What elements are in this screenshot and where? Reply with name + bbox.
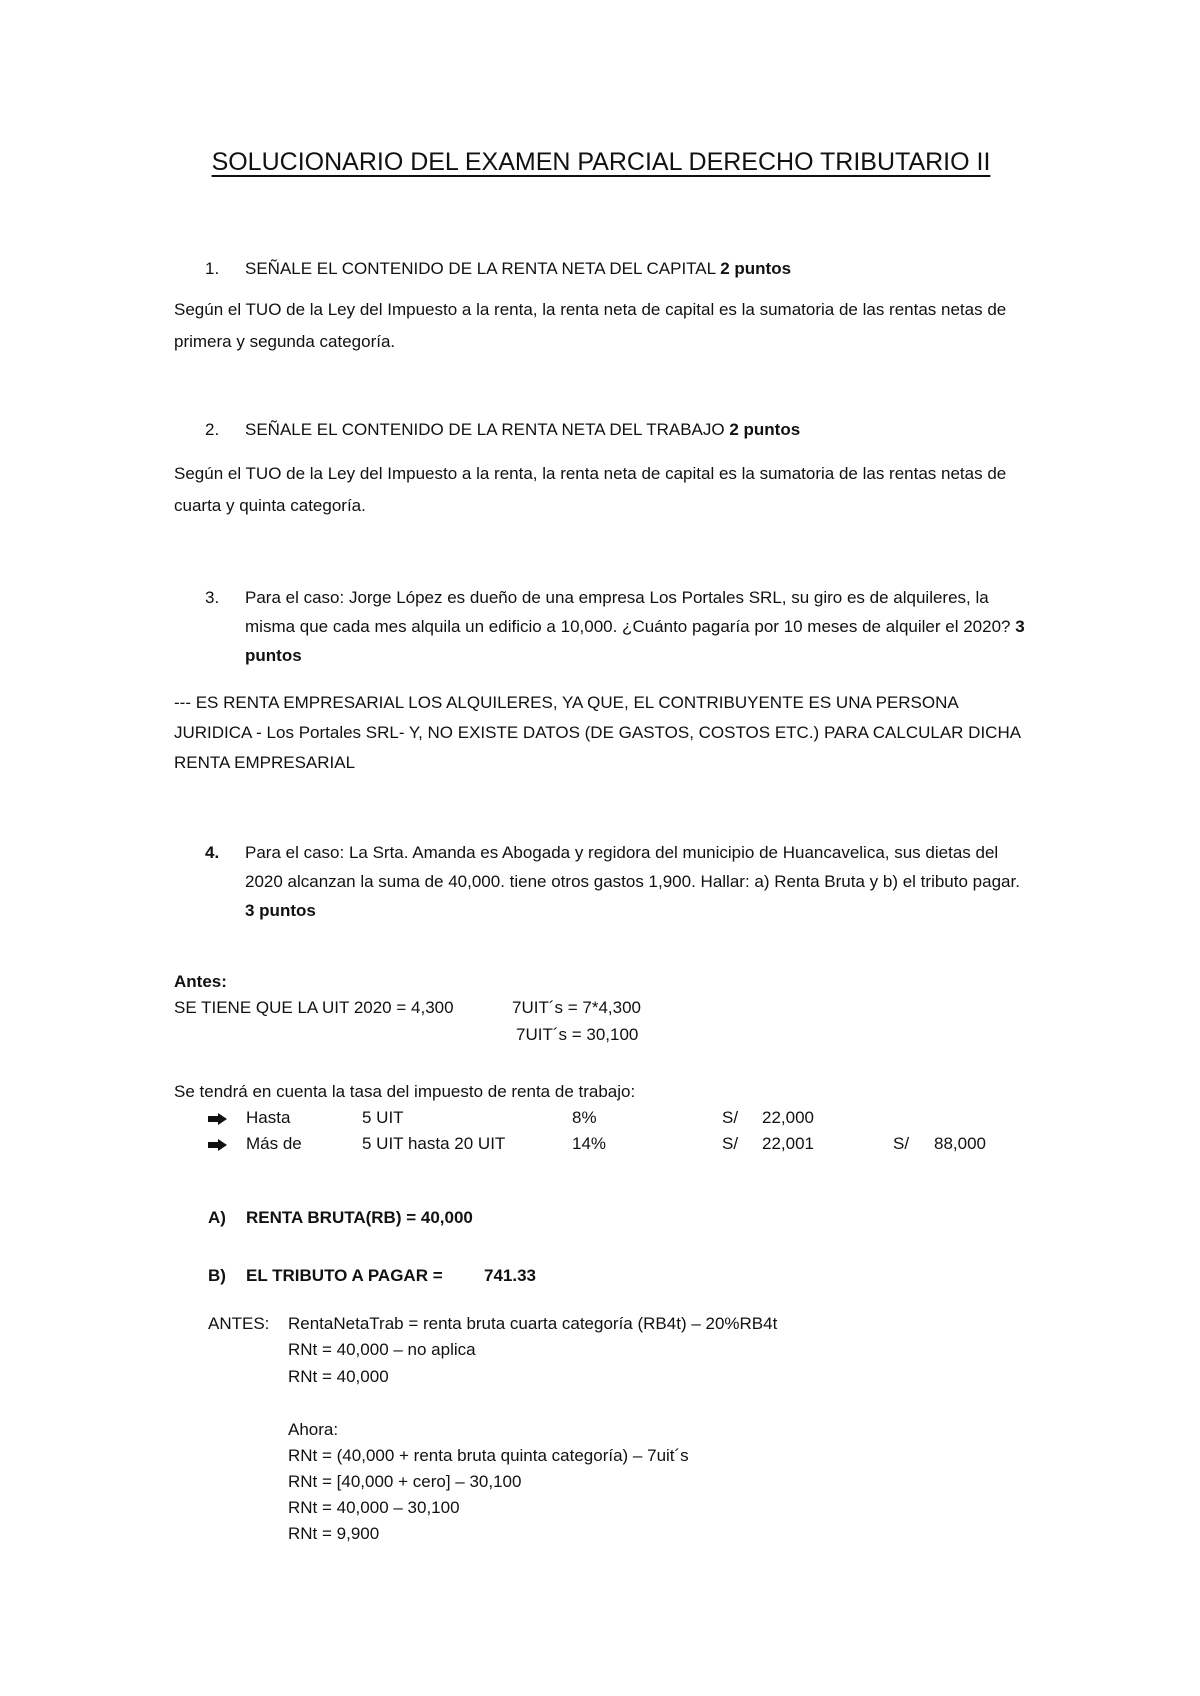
uit-calc-1: 7UIT´s = 7*4,300 bbox=[512, 998, 641, 1017]
question-3 bbox=[205, 583, 1025, 670]
calc-antes-label: ANTES: bbox=[208, 1314, 270, 1333]
answer-a-text: RENTA BRUTA(RB) = 40,000 bbox=[246, 1208, 473, 1227]
tasa-label: Más de bbox=[246, 1134, 302, 1153]
answer-2: Según el TUO de la Ley del Impuesto a la renta, la renta neta de capital es la sumatoria de las rentas netas de cuarta y quinta categoría. bbox=[174, 464, 1007, 515]
arrow-bullet-icon bbox=[207, 1138, 229, 1152]
tasa-to: 88,000 bbox=[934, 1134, 986, 1153]
tasa-range: 5 UIT bbox=[362, 1108, 404, 1127]
answer-b-value: 741.33 bbox=[484, 1266, 536, 1285]
calc-line: RNt = 40,000 – no aplica bbox=[288, 1340, 476, 1359]
tasa-currency: S/ bbox=[722, 1108, 739, 1127]
question-points: 2 puntos bbox=[729, 420, 801, 439]
question-2 bbox=[205, 415, 1025, 444]
tasa-label: Hasta bbox=[246, 1108, 291, 1127]
question-number: 2. bbox=[205, 420, 220, 439]
calc-line: RNt = 40,000 – 30,100 bbox=[288, 1498, 460, 1517]
tasa-currency: S/ bbox=[722, 1134, 739, 1153]
tasa-rate: 8% bbox=[572, 1108, 597, 1127]
uit-calc-2: 7UIT´s = 30,100 bbox=[516, 1025, 639, 1044]
question-4 bbox=[205, 838, 1025, 925]
question-points: 2 puntos bbox=[720, 259, 792, 278]
tasa-range: 5 UIT hasta 20 UIT bbox=[362, 1134, 506, 1153]
answer-b-label: B) bbox=[208, 1266, 226, 1285]
question-number: 1. bbox=[205, 259, 220, 278]
answer-3: --- ES RENTA EMPRESARIAL LOS ALQUILERES, YA QUE, EL CONTRIBUYENTE ES UNA PERSONA JURIDICA - Los Portales SRL- Y, NO EXISTE DATOS (DE GASTOS, COSTOS ETC.) PARA CALCULAR DICHA RENTA EMPRESARIAL bbox=[174, 693, 1021, 772]
calc-line: RNt = [40,000 + cero] – 30,100 bbox=[288, 1472, 522, 1491]
question-text: SEÑALE EL CONTENIDO DE LA RENTA NETA DEL TRABAJO bbox=[245, 420, 725, 439]
answer-1: Según el TUO de la Ley del Impuesto a la renta, la renta neta de capital es la sumatoria de las rentas netas de primera y segunda categoría. bbox=[174, 300, 1007, 351]
tasa-rate: 14% bbox=[572, 1134, 607, 1153]
uit-value-line: SE TIENE QUE LA UIT 2020 = 4,300 bbox=[174, 998, 454, 1017]
question-text: Para el caso: La Srta. Amanda es Abogada y regidora del municipio de Huancavelica, sus dietas del 2020 alcanzan la suma de 40,000. tiene otros gastos 1,900. Hallar: a) Renta Bruta y b) el tributo pagar. bbox=[245, 843, 1020, 891]
tasa-from: 22,000 bbox=[762, 1108, 814, 1127]
tasa-currency-2: S/ bbox=[893, 1134, 910, 1153]
answer-a-label: A) bbox=[208, 1208, 226, 1227]
tasa-from: 22,001 bbox=[762, 1134, 814, 1153]
question-number: 4. bbox=[205, 843, 220, 862]
question-number: 3. bbox=[205, 588, 220, 607]
calc-line: RNt = 9,900 bbox=[288, 1524, 380, 1543]
page-title: SOLUCIONARIO DEL EXAMEN PARCIAL DERECHO TRIBUTARIO II bbox=[211, 148, 991, 176]
question-text: SEÑALE EL CONTENIDO DE LA RENTA NETA DEL CAPITAL bbox=[245, 259, 716, 278]
tasa-intro: Se tendrá en cuenta la tasa del impuesto de renta de trabajo: bbox=[174, 1082, 636, 1101]
arrow-bullet-icon bbox=[207, 1112, 229, 1126]
antes-label: Antes: bbox=[174, 972, 227, 991]
question-points: 3 puntos bbox=[245, 901, 316, 920]
answer-b-text: EL TRIBUTO A PAGAR = bbox=[246, 1266, 443, 1285]
calc-line: RNt = (40,000 + renta bruta quinta categoría) – 7uit´s bbox=[288, 1446, 689, 1465]
calc-ahora-label: Ahora: bbox=[288, 1420, 339, 1439]
calc-line: RNt = 40,000 bbox=[288, 1367, 389, 1386]
question-text: Para el caso: Jorge López es dueño de una empresa Los Portales SRL, su giro es de alquileres, la misma que cada mes alquila un edificio a 10,000. ¿Cuánto pagaría por 10 meses de alquiler el 2020? bbox=[245, 588, 1011, 636]
question-1 bbox=[205, 254, 1025, 283]
calc-line: RentaNetaTrab = renta bruta cuarta categoría (RB4t) – 20%RB4t bbox=[288, 1314, 778, 1333]
question-points: 3 puntos bbox=[245, 617, 1025, 665]
